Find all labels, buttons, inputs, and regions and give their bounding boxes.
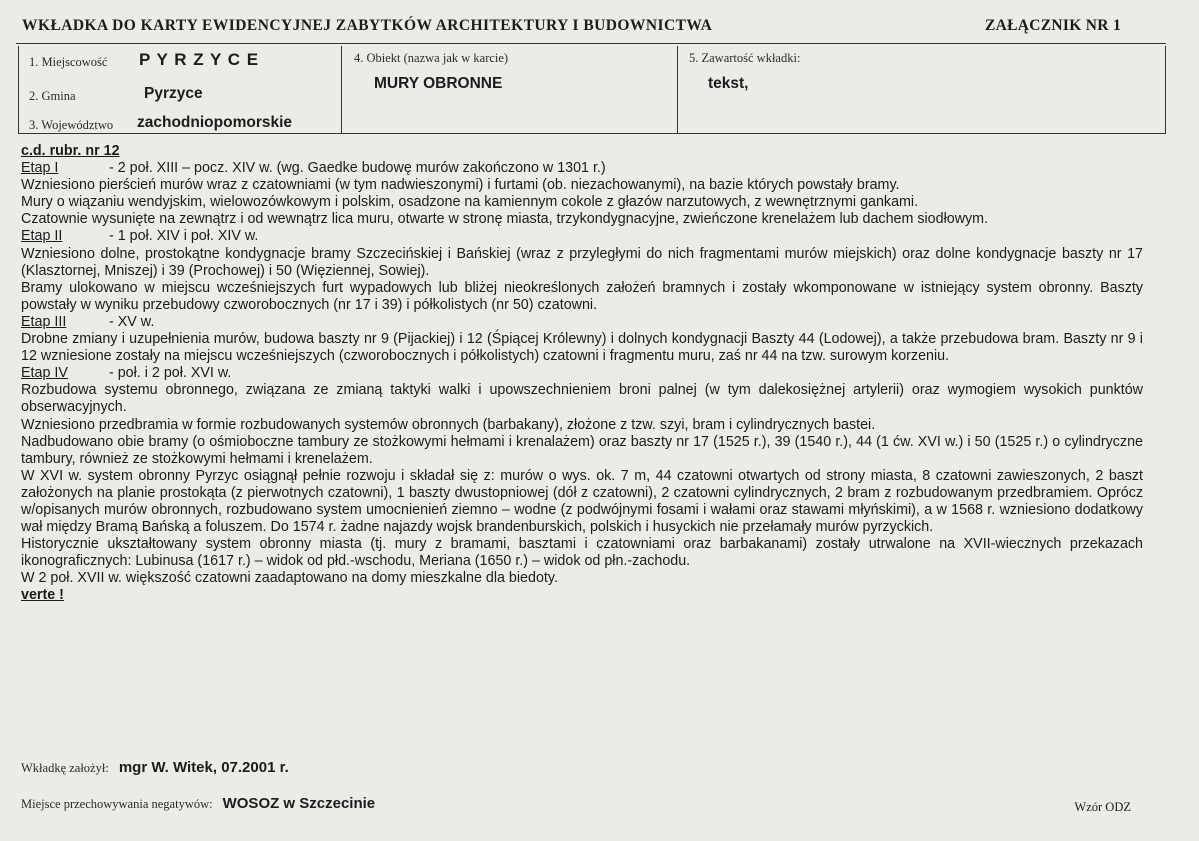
- stage-1-line: [21, 160, 1143, 177]
- stage-1-label: Etap I: [21, 160, 59, 177]
- form-template-label: Wzór ODZ: [1074, 800, 1131, 814]
- stage-4-line: [21, 365, 1143, 382]
- stage-4-date: - poł. i 2 poł. XVI w.: [109, 365, 232, 382]
- fields-table: [18, 46, 1166, 134]
- paragraph: Drobne zmiany i uzupełnienia murów, budowa baszty nr 9 (Pijackiej) i 12 (Śpiącej Królewny) i dolnych kondygnacji Baszty 44 (Lodowej), a także przebudowa bram. Baszty nr 9 i 12 wzniesione zostały na miejscu wcześniejszych (czworobocznych i półkolistych) czatowni i fragmentu muru, zaś nr 44 na tzw. surowym korzeniu.: [21, 331, 1143, 365]
- document-body: [21, 143, 1143, 605]
- object-label: 4. Obiekt (nazwa jak w karcie): [354, 51, 509, 65]
- author-value: mgr W. Witek, 07.2001 r.: [118, 759, 289, 776]
- locality-value: P Y R Z Y C E: [139, 50, 260, 69]
- paragraph: Rozbudowa systemu obronnego, związana ze zmianą taktyki walki i upowszechnieniem broni palnej (w tym dalekosiężnej artylerii) oraz wymogiem wysokich punktów obserwacyjnych.: [21, 382, 1143, 416]
- voivodeship-label: 3. Województwo: [29, 118, 114, 132]
- paragraph: Wzniesiono przedbramia w formie rozbudowanych systemów obronnych (barbakany), złożone z tzw. szyi, bram i cylindrycznych bastei.: [21, 416, 876, 433]
- stage-2-line: [21, 228, 1143, 245]
- location-column: [19, 46, 342, 133]
- voivodeship-value: zachodniopomorskie: [137, 114, 293, 131]
- paragraph: Wzniesiono pierścień murów wraz z czatowniami (w tym nadwieszonymi) i furtami (ob. niezachowanymi), na bazie których powstały bramy.: [21, 177, 900, 194]
- author-label: Wkładkę założył:: [21, 761, 109, 775]
- stage-4-label: Etap IV: [21, 365, 68, 382]
- stage-3-date: - XV w.: [109, 313, 155, 330]
- stage-2-label: Etap II: [21, 228, 63, 245]
- paragraph: Czatownie wysunięte na zewnątrz i od wewnątrz lica muru, otwarte w stronę miasta, trzykondygnacyjne, zwieńczone krenelażem lub dachem siodłowym.: [21, 211, 989, 228]
- paragraph: Bramy ulokowano w miejscu wcześniejszych furt wypadowych lub bliżej nieokreślonych założeń bramnych i zostały wkomponowane w istniejący system obronny. Baszty powstały w wyniku przebudowy czworobocznych (nr 17 i 39) i półkolistych (nr 50) czatowni.: [21, 279, 1143, 313]
- author-line: [21, 759, 289, 777]
- negatives-label: Miejsce przechowywania negatywów:: [21, 797, 213, 811]
- contents-label: 5. Zawartość wkładki:: [689, 51, 801, 65]
- paragraph: Nadbudowano obie bramy (o ośmioboczne tambury ze stożkowymi hełmami i krenalażem) oraz baszty nr 17 (1525 r.), 39 (1540 r.), 44 (1 ćw. XVI w.) i 50 (1525 r.) o cylindryczne tambury, również ze stożkowymi hełmami i krenelażem.: [21, 433, 1143, 467]
- paragraph: W XVI w. system obronny Pyrzyc osiągnął pełnie rozwoju i składał się z: murów o wys. ok. 7 m, 44 czatowni otwartych od strony miasta, 8 czatowni zawieszonych, 2 baszt założonych na planie prostokąta (z pierwotnych czatowni), 1 baszty dwustopniowej (dół z czatowni), 2 czatowni cylindrycznych, 2 bram z rozbudowanym przedbramiem. Oprócz w/opisanych murów obronnych, rozbudowano system umocnienień ziemno – wodne (z podwójnymi fosami i wałami oraz stawami młyńskimi), a w 1568 r. wzniesiono dodatkowy wał między Bramą Bańską a foluszem. Do 1574 r. żadne najazdy wojsk brandenburskich, polskich i husyckich nie przełamały murów pyrzyckich.: [21, 467, 1143, 536]
- annex-label: ZAŁĄCZNIK NR 1: [985, 17, 1121, 34]
- contents-value: tekst,: [708, 75, 749, 92]
- paragraph: W 2 poł. XVII w. większość czatowni zaadaptowano na domy mieszkalne dla biedoty.: [21, 570, 558, 587]
- paragraph: Mury o wiązaniu wendyjskim, wielowozówkowym i polskim, osadzone na kamiennym cokole z głazów narzutowych, z wewnętrznymi gankami.: [21, 194, 919, 211]
- locality-label: 1. Miejscowość: [29, 55, 108, 69]
- stage-3-line: [21, 314, 1143, 331]
- negatives-line: [21, 795, 375, 813]
- negatives-value: WOSOZ w Szczecinie: [222, 795, 376, 812]
- object-value: MURY OBRONNE: [374, 75, 503, 92]
- paragraph: Historycznie ukształtowany system obronny miasta (tj. mury z bramami, basztami i czatowniami oraz barbakanami) zostały utrwalone na XVII-wiecznych przekazach ikonograficznych: Lubinusa (1617 r.) – widok od płd.-wschodu, Meriana (1650 r.) – widok od płn.-zachodu.: [21, 536, 1143, 570]
- stage-2-date: - 1 poł. XIV i poł. XIV w.: [109, 228, 259, 245]
- commune-label: 2. Gmina: [29, 89, 76, 103]
- stage-1-date: - 2 poł. XIII – pocz. XIV w. (wg. Gaedke budowę murów zakończono w 1301 r.): [109, 160, 606, 177]
- verte-note: verte !: [21, 587, 64, 604]
- header-rule: [16, 43, 1166, 44]
- document-title: WKŁADKA DO KARTY EWIDENCYJNEJ ZABYTKÓW ARCHITEKTURY I BUDOWNICTWA: [22, 17, 713, 34]
- commune-value: Pyrzyce: [144, 85, 203, 102]
- contents-column: [677, 46, 1165, 133]
- object-column: [341, 46, 678, 133]
- paragraph: Wzniesiono dolne, prostokątne kondygnacje bramy Szczecińskiej i Bańskiej (wraz z przyległymi do nich fragmentami murów miejskich) oraz dolne kondygnacje baszty nr 17 (Klasztornej, Mniszej) i 39 (Prochowej) i 50 (Więziennej, Sowiej).: [21, 245, 1143, 279]
- stage-3-label: Etap III: [21, 313, 67, 330]
- section-heading: c.d. rubr. nr 12: [21, 143, 120, 159]
